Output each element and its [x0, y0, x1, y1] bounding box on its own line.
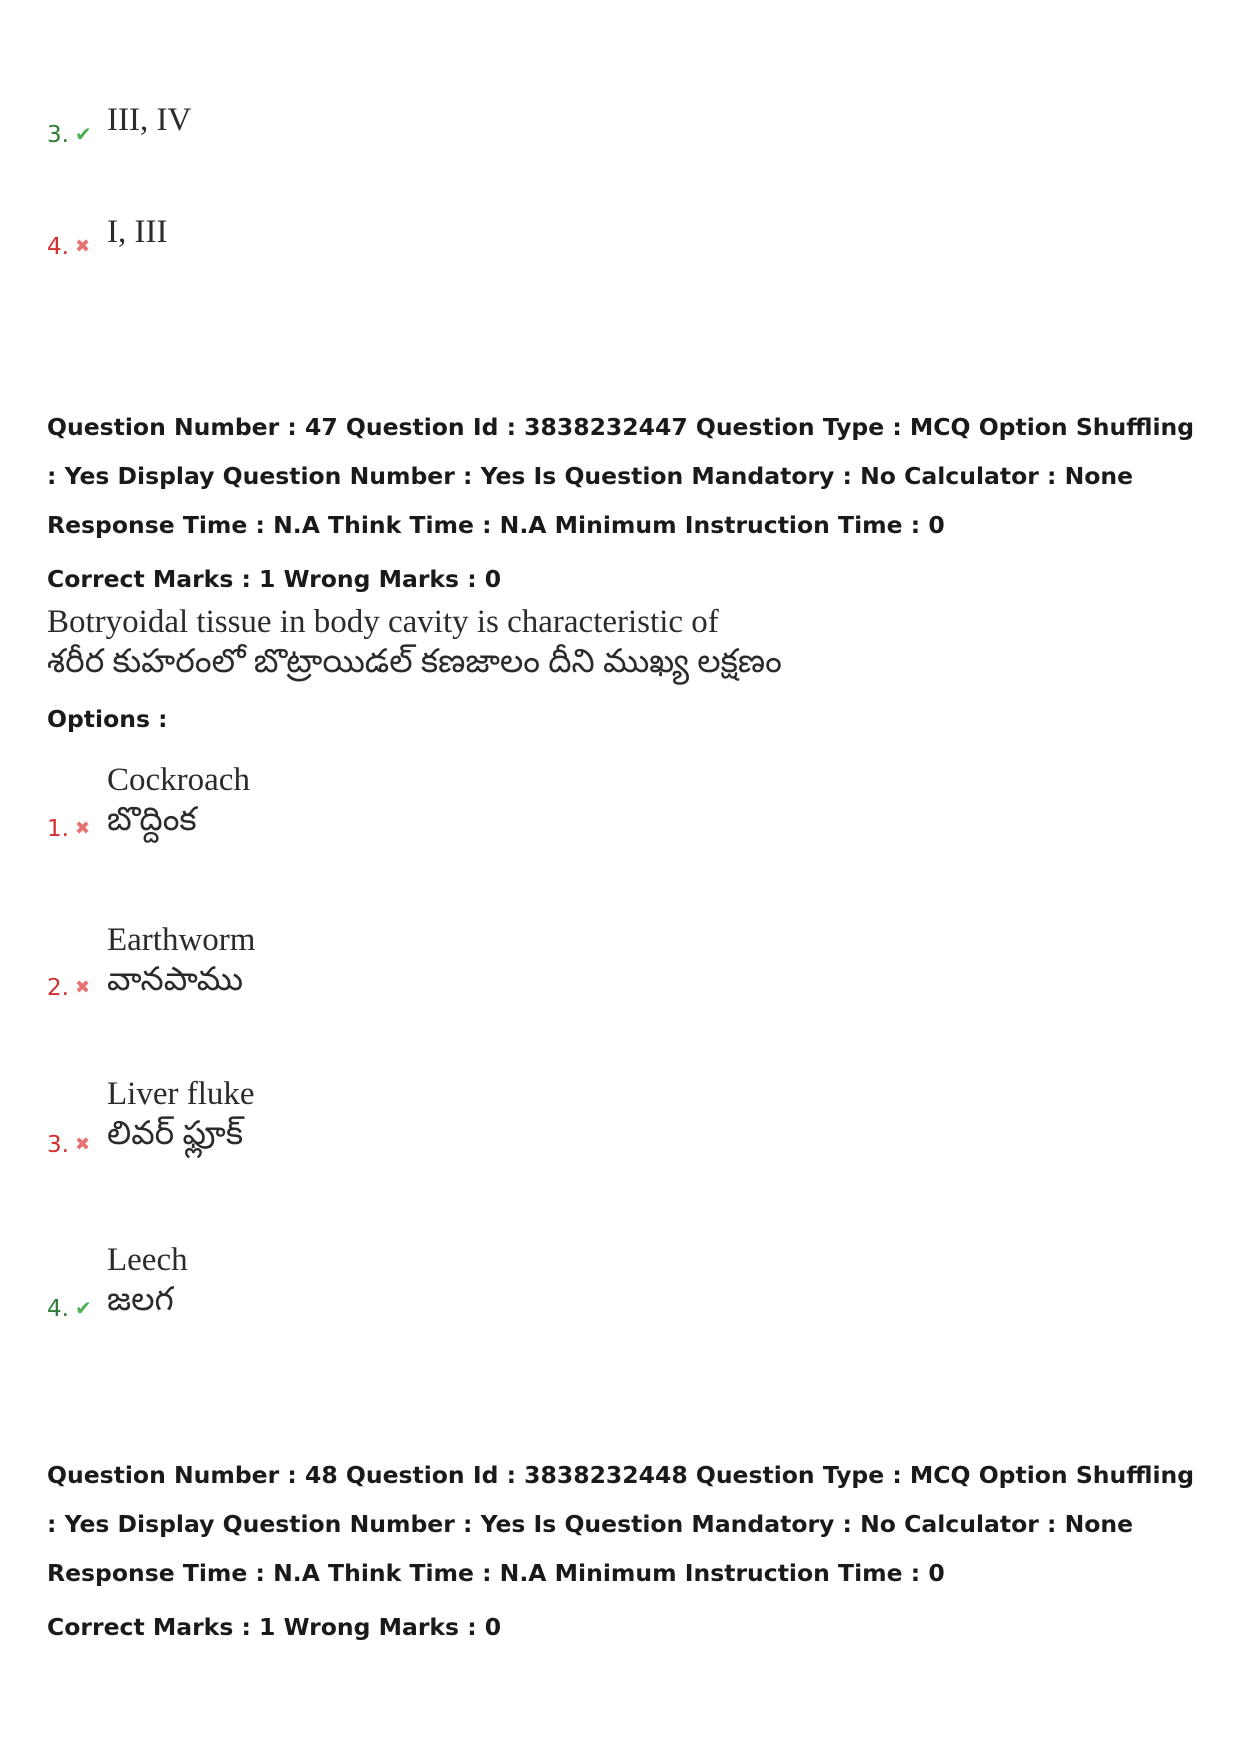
option-text-te: వానపాము: [107, 962, 244, 998]
cross-icon: ✖: [75, 977, 91, 998]
question-meta: Question Number : 48 Question Id : 3838232448 Question Type : MCQ Option Shuffling : Yes Display Question Number : Yes Is Question Mandatory : No Calculator : None Response Time : N.A Think Time : N.A Minimum Instruction Time : 0: [47, 1461, 1195, 1587]
option-text-te: బొద్దింక: [107, 802, 197, 838]
option-text: [107, 760, 250, 840]
check-icon: ✔: [75, 1296, 92, 1320]
question-text: [47, 602, 782, 682]
option-text: III, IV: [107, 102, 192, 138]
option-text: I, III: [107, 214, 168, 250]
question-text-en: Botryoidal tissue in body cavity is characteristic of: [47, 604, 719, 640]
option-text-en: Cockroach: [107, 762, 250, 798]
question-marks: Correct Marks : 1 Wrong Marks : 0: [47, 1613, 502, 1641]
option-number: 3.: [47, 122, 69, 148]
option-text: [107, 1074, 255, 1154]
option-text: [107, 920, 255, 1000]
option-text-en: Leech: [107, 1242, 188, 1278]
check-icon: ✔: [75, 122, 92, 146]
question-meta: Question Number : 47 Question Id : 3838232447 Question Type : MCQ Option Shuffling : Yes Display Question Number : Yes Is Question Mandatory : No Calculator : None Response Time : N.A Think Time : N.A Minimum Instruction Time : 0: [47, 413, 1195, 539]
option-text-te: జలగ: [107, 1282, 174, 1318]
option-number: 1.: [47, 816, 69, 842]
option-text: [107, 1240, 188, 1320]
question-marks: Correct Marks : 1 Wrong Marks : 0: [47, 565, 502, 593]
cross-icon: ✖: [75, 1134, 91, 1155]
cross-icon: ✖: [75, 236, 91, 257]
options-label: Options :: [47, 705, 168, 733]
option-number: 4.: [47, 234, 69, 260]
option-number: 4.: [47, 1296, 69, 1322]
option-text-en: Earthworm: [107, 922, 256, 958]
option-text-te: లివర్ ఫ్లూక్: [107, 1116, 244, 1152]
option-text-en: Liver fluke: [107, 1076, 255, 1112]
option-number: 3.: [47, 1132, 69, 1158]
cross-icon: ✖: [75, 818, 91, 839]
question-text-te: శరీర కుహరంలో బొట్రాయిడల్ కణజాలం దీని ముఖ్య లక్షణం: [47, 644, 782, 680]
option-number: 2.: [47, 975, 69, 1001]
